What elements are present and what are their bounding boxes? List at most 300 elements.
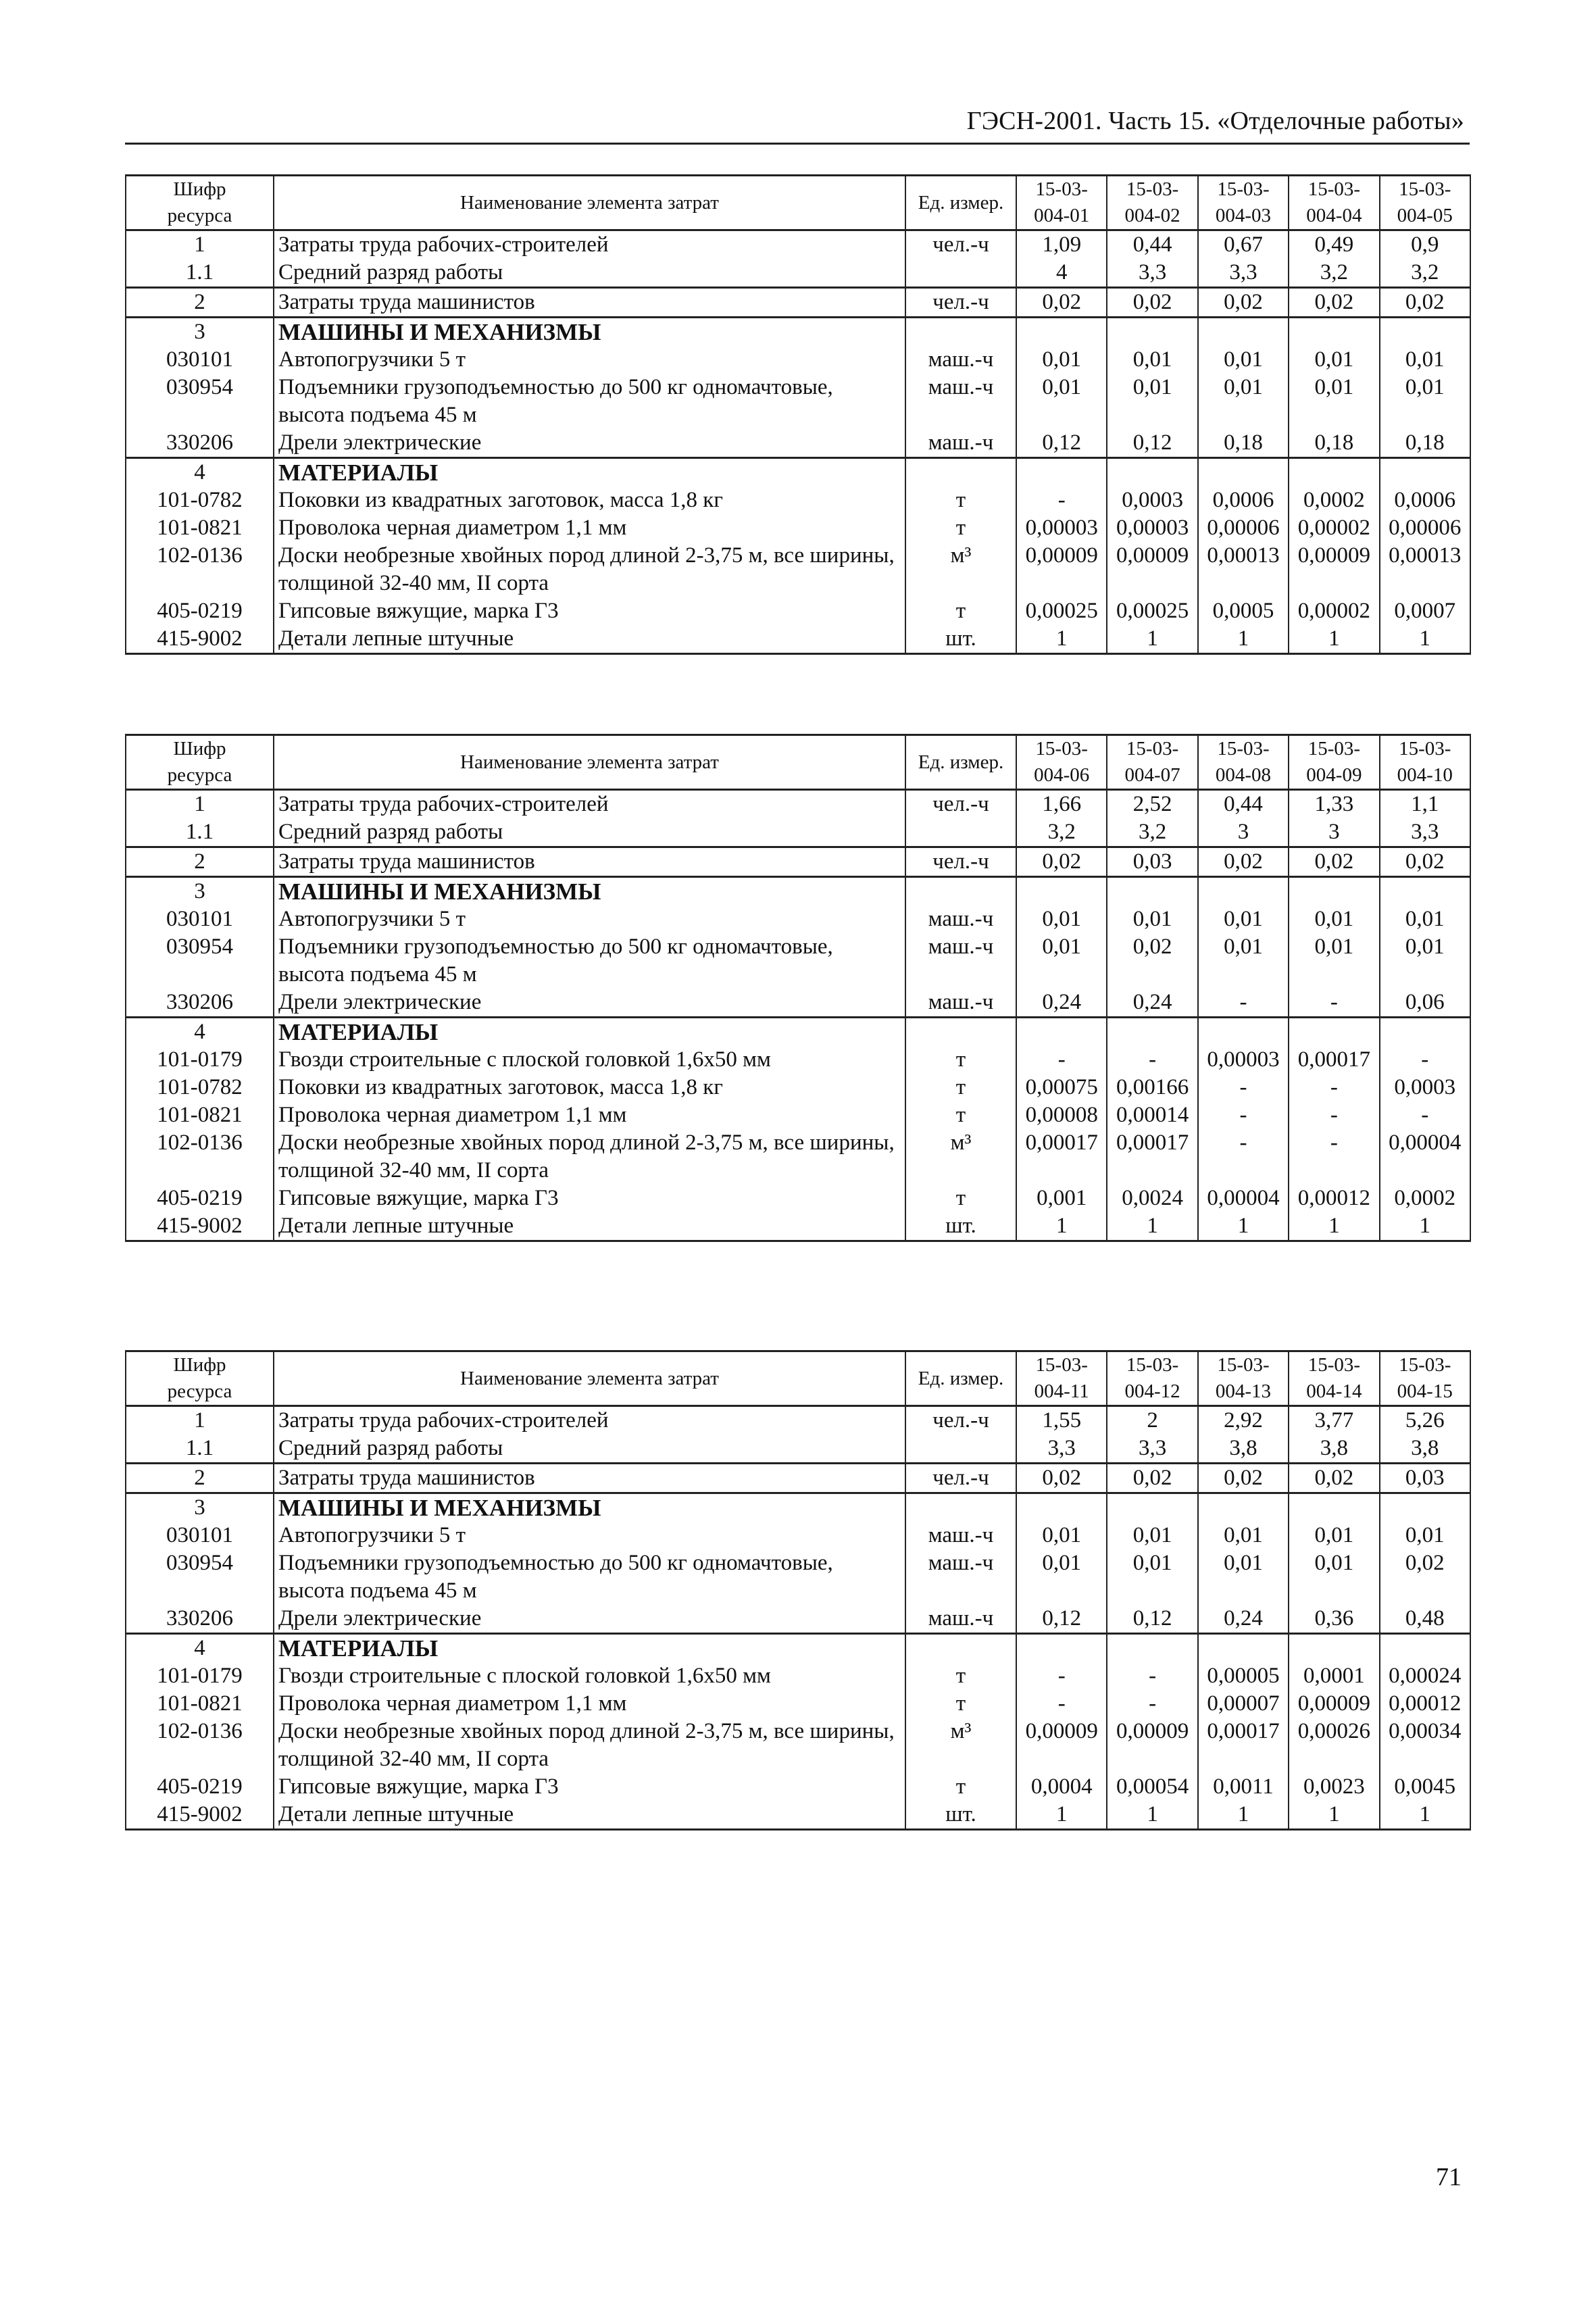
table-row: [126, 230, 1470, 259]
value-cell: -: [1107, 1662, 1197, 1690]
value-cell: 0,00014: [1107, 1101, 1197, 1129]
unit: чел.-ч: [905, 230, 1016, 259]
resource-code: 405-0219: [126, 1185, 274, 1212]
estimate-table-3: [125, 1350, 1470, 1831]
table: [125, 734, 1471, 1242]
resource-name: Гипсовые вяжущие, марка Г3: [274, 1185, 905, 1212]
page-number: 71: [1436, 2163, 1462, 2191]
resource-code: 1: [126, 230, 274, 259]
value-cell: 4: [1016, 259, 1107, 288]
value-cell: 0,01: [1380, 905, 1470, 933]
value-cell: 3,3: [1107, 259, 1197, 288]
header-row: [126, 176, 1470, 230]
unit: м³: [905, 1129, 1016, 1185]
value-cell: 0,00003: [1198, 1046, 1289, 1074]
unit: [905, 458, 1016, 487]
norm-code-line: 15-03-: [1399, 738, 1451, 760]
value-cell: 0,00009: [1289, 1690, 1379, 1718]
unit: маш.-ч: [905, 989, 1016, 1018]
table-row: [126, 1522, 1470, 1549]
value-cell: [1380, 458, 1470, 487]
value-cell: [1289, 318, 1379, 347]
table-row: [126, 374, 1470, 429]
value-cell: 0,0011: [1198, 1773, 1289, 1801]
value-cell: 1: [1016, 625, 1107, 654]
value-cell: [1107, 1493, 1197, 1522]
value-cell: 0,18: [1289, 429, 1379, 458]
resource-name: Средний разряд работы: [274, 259, 905, 288]
value-cell: 0,0006: [1198, 487, 1289, 514]
value-cell: 1: [1380, 625, 1470, 654]
value-cell: [1289, 1493, 1379, 1522]
value-cell: 1,1: [1380, 790, 1470, 819]
code-header-line: ресурса: [167, 205, 232, 226]
value-cell: 3,8: [1289, 1435, 1379, 1464]
table-row: [126, 346, 1470, 374]
code-column-header: [126, 176, 274, 230]
value-cell: 0,01: [1289, 933, 1379, 989]
value-cell: 0,00026: [1289, 1718, 1379, 1773]
value-cell: [1198, 318, 1289, 347]
resource-code: 1: [126, 790, 274, 819]
table-row: [126, 1493, 1470, 1522]
resource-code: 101-0821: [126, 1690, 274, 1718]
value-cell: [1198, 1634, 1289, 1663]
norm-code-line: 15-03-: [1399, 178, 1451, 200]
resource-name: Гвозди строительные с плоской головкой 1,6х50 мм: [274, 1662, 905, 1690]
value-cell: 0,0003: [1107, 487, 1197, 514]
value-cell: 0,01: [1107, 905, 1197, 933]
norm-code-line: 15-03-: [1126, 1354, 1179, 1376]
norm-code-header: [1289, 176, 1379, 230]
resource-code: 415-9002: [126, 1801, 274, 1830]
resource-name: МАТЕРИАЛЫ: [274, 1634, 905, 1663]
value-cell: 0,12: [1016, 429, 1107, 458]
value-cell: [1016, 1634, 1107, 1663]
resource-code: 101-0821: [126, 1101, 274, 1129]
resource-name: Проволока черная диаметром 1,1 мм: [274, 1101, 905, 1129]
norm-code-line: 15-03-: [1217, 1354, 1270, 1376]
value-cell: 0,0001: [1289, 1662, 1379, 1690]
norm-code-line: 004-09: [1306, 764, 1362, 786]
resource-code: 2: [126, 288, 274, 318]
resource-code: 330206: [126, 1605, 274, 1634]
value-cell: 1: [1289, 625, 1379, 654]
value-cell: 0,0024: [1107, 1185, 1197, 1212]
resource-code: 3: [126, 318, 274, 347]
value-cell: 0,01: [1016, 346, 1107, 374]
norm-code-line: 15-03-: [1307, 178, 1361, 200]
value-cell: 0,00004: [1198, 1185, 1289, 1212]
resource-name: Затраты труда машинистов: [274, 847, 905, 877]
unit: [905, 1634, 1016, 1663]
resource-code: 4: [126, 1634, 274, 1663]
value-cell: 0,02: [1289, 1464, 1379, 1493]
value-cell: 0,01: [1198, 1549, 1289, 1605]
value-cell: 0,00009: [1107, 542, 1197, 597]
unit: т: [905, 1185, 1016, 1212]
value-cell: 3,2: [1016, 818, 1107, 847]
value-cell: 1: [1016, 1801, 1107, 1830]
norm-code-line: 15-03-: [1035, 1354, 1088, 1376]
table-row: [126, 1101, 1470, 1129]
norm-code-header: [1289, 735, 1379, 790]
resource-name: Детали лепные штучные: [274, 1212, 905, 1241]
table-row: [126, 487, 1470, 514]
table-row: [126, 318, 1470, 347]
value-cell: 0,0002: [1380, 1185, 1470, 1212]
resource-name: МАШИНЫ И МЕХАНИЗМЫ: [274, 318, 905, 347]
value-cell: 0,02: [1380, 847, 1470, 877]
table-row: [126, 1046, 1470, 1074]
value-cell: 1: [1107, 1801, 1197, 1830]
value-cell: 0,01: [1380, 346, 1470, 374]
resource-code: 330206: [126, 429, 274, 458]
value-cell: 0,02: [1289, 847, 1379, 877]
value-cell: 3,8: [1380, 1435, 1470, 1464]
value-cell: 0,02: [1198, 1464, 1289, 1493]
resource-code: 030101: [126, 346, 274, 374]
value-cell: 0,02: [1016, 1464, 1107, 1493]
code-header-line: Шифр: [173, 738, 226, 760]
value-cell: 3,8: [1198, 1435, 1289, 1464]
norm-code-header: [1380, 735, 1470, 790]
value-cell: 1: [1289, 1212, 1379, 1241]
value-cell: 3,77: [1289, 1406, 1379, 1435]
unit: чел.-ч: [905, 847, 1016, 877]
unit: м³: [905, 1718, 1016, 1773]
norm-code-line: 15-03-: [1217, 738, 1270, 760]
unit: маш.-ч: [905, 1605, 1016, 1634]
resource-code: 3: [126, 877, 274, 906]
value-cell: -: [1016, 1662, 1107, 1690]
norm-code-line: 15-03-: [1399, 1354, 1451, 1376]
value-cell: 0,00013: [1198, 542, 1289, 597]
table-row: [126, 1435, 1470, 1464]
value-cell: -: [1289, 1074, 1379, 1101]
value-cell: 0,00054: [1107, 1773, 1197, 1801]
value-cell: 0,0007: [1380, 597, 1470, 625]
value-cell: -: [1289, 989, 1379, 1018]
value-cell: 0,00024: [1380, 1662, 1470, 1690]
table-row: [126, 1018, 1470, 1047]
norm-code-header: [1380, 1351, 1470, 1406]
value-cell: 0,0003: [1380, 1074, 1470, 1101]
code-header-line: Шифр: [173, 178, 226, 200]
value-cell: [1380, 318, 1470, 347]
value-cell: 0,12: [1016, 1605, 1107, 1634]
table-row: [126, 1801, 1470, 1830]
value-cell: -: [1107, 1046, 1197, 1074]
value-cell: 0,44: [1107, 230, 1197, 259]
value-cell: 1: [1198, 1212, 1289, 1241]
table-row: [126, 1406, 1470, 1435]
value-cell: 3,2: [1107, 818, 1197, 847]
resource-code: 405-0219: [126, 1773, 274, 1801]
table-row: [126, 847, 1470, 877]
value-cell: 2,92: [1198, 1406, 1289, 1435]
table-row: [126, 933, 1470, 989]
unit: маш.-ч: [905, 346, 1016, 374]
unit: шт.: [905, 625, 1016, 654]
unit: т: [905, 487, 1016, 514]
value-cell: [1016, 1493, 1107, 1522]
value-cell: 1,33: [1289, 790, 1379, 819]
value-cell: 0,00166: [1107, 1074, 1197, 1101]
value-cell: 0,01: [1198, 374, 1289, 429]
unit: [905, 318, 1016, 347]
norm-code-line: 004-12: [1124, 1380, 1180, 1402]
resource-name: МАШИНЫ И МЕХАНИЗМЫ: [274, 877, 905, 906]
value-cell: 0,00017: [1016, 1129, 1107, 1185]
value-cell: 0,00012: [1380, 1690, 1470, 1718]
value-cell: 0,48: [1380, 1605, 1470, 1634]
value-cell: -: [1198, 1129, 1289, 1185]
value-cell: [1289, 458, 1379, 487]
norm-code-line: 004-05: [1397, 205, 1453, 226]
resource-code: 102-0136: [126, 1129, 274, 1185]
value-cell: [1289, 1018, 1379, 1047]
code-column-header: [126, 735, 274, 790]
norm-code-header: [1198, 176, 1289, 230]
value-cell: [1107, 877, 1197, 906]
value-cell: 0,02: [1016, 847, 1107, 877]
value-cell: 0,00009: [1289, 542, 1379, 597]
table-row: [126, 905, 1470, 933]
value-cell: 0,00003: [1107, 514, 1197, 542]
table-row: [126, 625, 1470, 654]
value-cell: 0,00025: [1016, 597, 1107, 625]
name-column-header: Наименование элемента затрат: [274, 1351, 905, 1406]
value-cell: 0,00003: [1016, 514, 1107, 542]
value-cell: 1: [1198, 625, 1289, 654]
resource-code: 415-9002: [126, 625, 274, 654]
value-cell: 0,02: [1289, 288, 1379, 318]
value-cell: -: [1289, 1129, 1379, 1185]
resource-name: Поковки из квадратных заготовок, масса 1,8 кг: [274, 487, 905, 514]
resource-code: 1.1: [126, 259, 274, 288]
unit: шт.: [905, 1801, 1016, 1830]
unit: маш.-ч: [905, 1549, 1016, 1605]
resource-code: 101-0179: [126, 1662, 274, 1690]
value-cell: 0,00012: [1289, 1185, 1379, 1212]
resource-name: Затраты труда машинистов: [274, 288, 905, 318]
resource-name: Гипсовые вяжущие, марка Г3: [274, 1773, 905, 1801]
value-cell: [1016, 877, 1107, 906]
value-cell: 0,00009: [1016, 1718, 1107, 1773]
unit: т: [905, 1101, 1016, 1129]
value-cell: -: [1016, 1046, 1107, 1074]
unit: т: [905, 1773, 1016, 1801]
code-header-line: ресурса: [167, 764, 232, 786]
resource-name: Проволока черная диаметром 1,1 мм: [274, 514, 905, 542]
resource-name: Автопогрузчики 5 т: [274, 1522, 905, 1549]
table-row: [126, 1662, 1470, 1690]
code-header-line: ресурса: [167, 1380, 232, 1402]
resource-name: Доски необрезные хвойных пород длиной 2-3,75 м, все ширины, толщиной 32-40 мм, II сорта: [274, 1718, 905, 1773]
value-cell: 2,52: [1107, 790, 1197, 819]
value-cell: 0,01: [1016, 905, 1107, 933]
table-row: [126, 1129, 1470, 1185]
value-cell: [1107, 318, 1197, 347]
value-cell: 0,01: [1289, 346, 1379, 374]
value-cell: [1380, 1018, 1470, 1047]
value-cell: 1,09: [1016, 230, 1107, 259]
resource-code: 330206: [126, 989, 274, 1018]
resource-code: 030954: [126, 1549, 274, 1605]
resource-name: Затраты труда машинистов: [274, 1464, 905, 1493]
value-cell: 0,02: [1016, 288, 1107, 318]
table-row: [126, 1185, 1470, 1212]
value-cell: [1289, 877, 1379, 906]
table-row: [126, 1212, 1470, 1241]
value-cell: -: [1289, 1101, 1379, 1129]
unit: [905, 259, 1016, 288]
value-cell: 0,03: [1380, 1464, 1470, 1493]
norm-code-line: 15-03-: [1035, 738, 1088, 760]
resource-code: 2: [126, 1464, 274, 1493]
resource-name: МАШИНЫ И МЕХАНИЗМЫ: [274, 1493, 905, 1522]
value-cell: 1: [1107, 1212, 1197, 1241]
value-cell: 0,18: [1380, 429, 1470, 458]
unit: т: [905, 1690, 1016, 1718]
norm-code-header: [1016, 176, 1107, 230]
value-cell: 0,00004: [1380, 1129, 1470, 1185]
value-cell: 3: [1289, 818, 1379, 847]
resource-name: Гвозди строительные с плоской головкой 1,6х50 мм: [274, 1046, 905, 1074]
table-row: [126, 1464, 1470, 1493]
value-cell: [1380, 877, 1470, 906]
value-cell: 3,3: [1198, 259, 1289, 288]
name-column-header: Наименование элемента затрат: [274, 176, 905, 230]
norm-code-line: 15-03-: [1035, 178, 1088, 200]
value-cell: 0,00017: [1198, 1718, 1289, 1773]
unit: [905, 877, 1016, 906]
value-cell: 0,44: [1198, 790, 1289, 819]
header-row: [126, 1351, 1470, 1406]
table-row: [126, 1718, 1470, 1773]
table-row: [126, 1634, 1470, 1663]
norm-code-line: 004-02: [1124, 205, 1180, 226]
resource-code: 2: [126, 847, 274, 877]
table-row: [126, 259, 1470, 288]
resource-code: 101-0821: [126, 514, 274, 542]
value-cell: 2: [1107, 1406, 1197, 1435]
value-cell: 0,36: [1289, 1605, 1379, 1634]
unit: чел.-ч: [905, 288, 1016, 318]
value-cell: 0,02: [1198, 288, 1289, 318]
unit: маш.-ч: [905, 374, 1016, 429]
unit: маш.-ч: [905, 905, 1016, 933]
value-cell: 0,0023: [1289, 1773, 1379, 1801]
value-cell: 1: [1289, 1801, 1379, 1830]
unit: маш.-ч: [905, 1522, 1016, 1549]
resource-name: МАТЕРИАЛЫ: [274, 1018, 905, 1047]
table-row: [126, 458, 1470, 487]
value-cell: 0,01: [1380, 933, 1470, 989]
unit: т: [905, 597, 1016, 625]
value-cell: 0,01: [1107, 374, 1197, 429]
value-cell: 1,66: [1016, 790, 1107, 819]
norm-code-header: [1107, 1351, 1197, 1406]
resource-name: Гипсовые вяжущие, марка Г3: [274, 597, 905, 625]
value-cell: -: [1107, 1690, 1197, 1718]
resource-code: 4: [126, 458, 274, 487]
norm-code-line: 15-03-: [1217, 178, 1270, 200]
resource-code: 101-0782: [126, 1074, 274, 1101]
value-cell: 3,3: [1016, 1435, 1107, 1464]
value-cell: 0,01: [1107, 346, 1197, 374]
value-cell: 0,00009: [1107, 1718, 1197, 1773]
norm-code-line: 004-08: [1215, 764, 1272, 786]
unit: чел.-ч: [905, 1464, 1016, 1493]
running-header: [125, 105, 1470, 145]
unit: т: [905, 1074, 1016, 1101]
value-cell: 3,2: [1380, 259, 1470, 288]
resource-name: Доски необрезные хвойных пород длиной 2-3,75 м, все ширины, толщиной 32-40 мм, II сорта: [274, 542, 905, 597]
norm-code-line: 004-04: [1306, 205, 1362, 226]
norm-code-header: [1016, 1351, 1107, 1406]
table-row: [126, 877, 1470, 906]
code-header-line: Шифр: [173, 1354, 226, 1376]
unit: чел.-ч: [905, 790, 1016, 819]
norm-code-line: 004-03: [1215, 205, 1272, 226]
value-cell: 0,9: [1380, 230, 1470, 259]
norm-code-header: [1380, 176, 1470, 230]
value-cell: 0,00034: [1380, 1718, 1470, 1773]
value-cell: 3,3: [1380, 818, 1470, 847]
norm-code-header: [1107, 176, 1197, 230]
resource-name: Дрели электрические: [274, 989, 905, 1018]
value-cell: [1198, 877, 1289, 906]
norm-code-line: 004-13: [1215, 1380, 1272, 1402]
value-cell: 0,06: [1380, 989, 1470, 1018]
value-cell: 0,01: [1289, 905, 1379, 933]
value-cell: 0,01: [1016, 1522, 1107, 1549]
value-cell: 0,01: [1289, 1522, 1379, 1549]
value-cell: 0,49: [1289, 230, 1379, 259]
unit: [905, 1493, 1016, 1522]
resource-name: Подъемники грузоподъемностью до 500 кг одномачтовые, высота подъема 45 м: [274, 933, 905, 989]
resource-name: Затраты труда рабочих-строителей: [274, 1406, 905, 1435]
value-cell: 0,0004: [1016, 1773, 1107, 1801]
norm-code-line: 004-06: [1034, 764, 1090, 786]
unit: маш.-ч: [905, 429, 1016, 458]
value-cell: 0,01: [1198, 1522, 1289, 1549]
unit: м³: [905, 542, 1016, 597]
value-cell: 0,24: [1198, 1605, 1289, 1634]
unit: т: [905, 1662, 1016, 1690]
unit-column-header: Ед. измер.: [905, 176, 1016, 230]
resource-name: Детали лепные штучные: [274, 1801, 905, 1830]
unit: [905, 1435, 1016, 1464]
resource-name: Автопогрузчики 5 т: [274, 905, 905, 933]
value-cell: 0,00025: [1107, 597, 1197, 625]
table-row: [126, 1074, 1470, 1101]
value-cell: -: [1198, 1101, 1289, 1129]
value-cell: 0,00002: [1289, 597, 1379, 625]
value-cell: 0,0005: [1198, 597, 1289, 625]
resource-code: 405-0219: [126, 597, 274, 625]
table: [125, 174, 1471, 655]
value-cell: 0,02: [1107, 288, 1197, 318]
value-cell: [1016, 318, 1107, 347]
value-cell: 0,01: [1380, 374, 1470, 429]
value-cell: 0,01: [1380, 1522, 1470, 1549]
resource-name: МАТЕРИАЛЫ: [274, 458, 905, 487]
value-cell: [1107, 1634, 1197, 1663]
value-cell: 0,01: [1016, 933, 1107, 989]
